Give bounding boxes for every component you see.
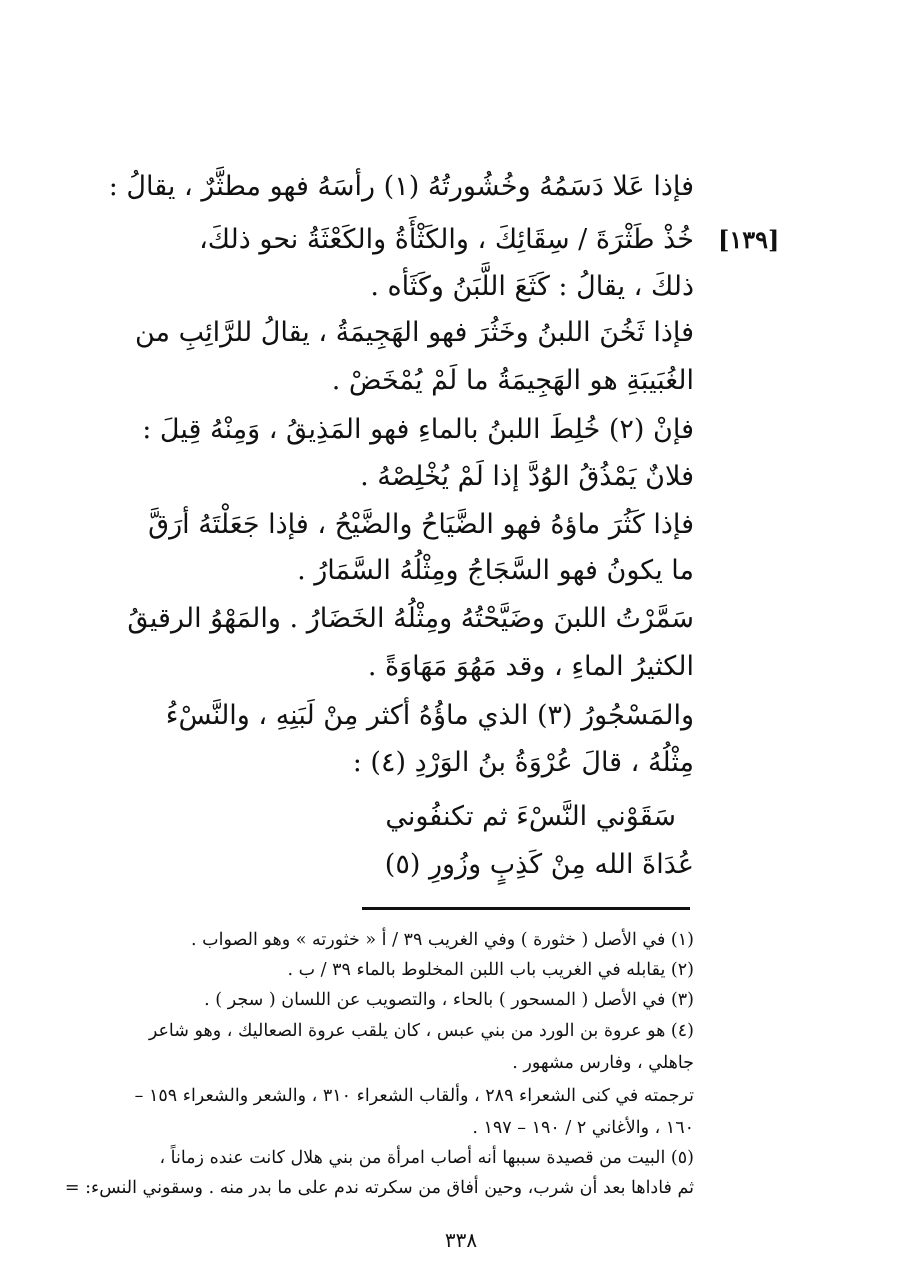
body-line: فإنْ (٢) خُلِطَ اللبنُ بالماءِ فهو المَذِيقُ ، وَمِنْهُ قِيلَ : (142, 414, 694, 445)
body-line: سَمَّرْتُ اللبنَ وضَيَّحْتُهُ ومِثْلُهُ الخَضَارُ . والمَهْوُ الرقيقُ (127, 603, 694, 634)
footnote-line: ثم فاداها بعد أن شرب، وحين أفاق من سكرته ندم على ما بدر منه . وسقوني النسء: = (64, 1178, 694, 1198)
verse-second-hemistich: عُدَاةَ الله مِنْ كَذِبٍ وزُورِ (٥) (384, 849, 694, 880)
verse-first-hemistich: سَقَوْني النَّسْءَ ثم تكنفُوني (385, 801, 676, 832)
footnote-line: ترجمته في كنى الشعراء ٢٨٩ ، وألقاب الشعراء ٣١٠ ، والشعر والشعراء ١٥٩ – (134, 1086, 694, 1106)
body-line: والمَسْجُورُ (٣) الذي ماؤُهُ أكثر مِنْ لَبَنِهِ ، والنَّسْءُ (165, 700, 694, 731)
body-line: فإذا كَثُرَ ماؤهُ فهو الضَّيَاحُ والضَّيْحُ ، فإذا جَعَلْتَهُ أرَقَّ (148, 509, 694, 540)
body-line: فإذا ثَخُنَ اللبنُ وخَثُرَ فهو الهَجِيمَةُ ، يقالُ للرَّائِبِ من (134, 317, 694, 348)
body-line: ذلكَ ، يقالُ : كَثَعَ اللَّبَنُ وكَثَأه . (370, 271, 694, 302)
footnote-line: ١٦٠ ، والأغاني ٢ / ١٩٠ – ١٩٧ . (472, 1118, 694, 1138)
margin-reference: [١٣٩] (718, 225, 780, 254)
page-number: ٣٣٨ (444, 1228, 478, 1252)
body-line: مِثْلُهُ ، قالَ عُرْوَةُ بنُ الوَرْدِ (٤) : (352, 747, 694, 778)
body-line: الكثيرُ الماءِ ، وقد مَهُوَ مَهَاوَةً . (367, 651, 694, 682)
footnote-line: جاهلي ، وفارس مشهور . (512, 1053, 694, 1073)
footnote-line: (١) في الأصل ( خثورة ) وفي الغريب ٣٩ / أ « خثورته » وهو الصواب . (191, 930, 694, 950)
body-line: خُذْ طَثْرَةَ / سِقَائِكَ ، والكَثْأَةُ والكَعْثَةُ نحو ذلكَ، (199, 224, 694, 255)
footnote-line: (٢) يقابله في الغريب باب اللبن المخلوط بالماء ٣٩ / ب . (287, 960, 694, 980)
body-line: الغُبَيبَةِ هو الهَجِيمَةُ ما لَمْ يُمْخَضْ . (331, 365, 694, 396)
footnote-line: (٤) هو عروة بن الورد من بني عبس ، كان يلقب عروة الصعاليك ، وهو شاعر (148, 1021, 694, 1041)
footnote-line: (٣) في الأصل ( المسحور ) بالحاء ، والتصويب عن اللسان ( سجر ) . (204, 990, 694, 1010)
footnote-separator (362, 907, 690, 910)
body-line: فلانٌ يَمْذُقُ الوُدَّ إذا لَمْ يُخْلِصْهُ . (360, 461, 694, 492)
body-line: ما يكونُ فهو السَّجَاجُ ومِثْلُهُ السَّمَارُ . (297, 555, 694, 586)
footnote-line: (٥) البيت من قصيدة سببها أنه أصاب امرأة من بني هلال كانت عنده زماناً ، (159, 1148, 694, 1168)
body-line: فإذا عَلا دَسَمُهُ وخُشُورتُهُ (١) رأسَهُ فهو مطثَّرٌ ، يقالُ : (108, 171, 694, 202)
